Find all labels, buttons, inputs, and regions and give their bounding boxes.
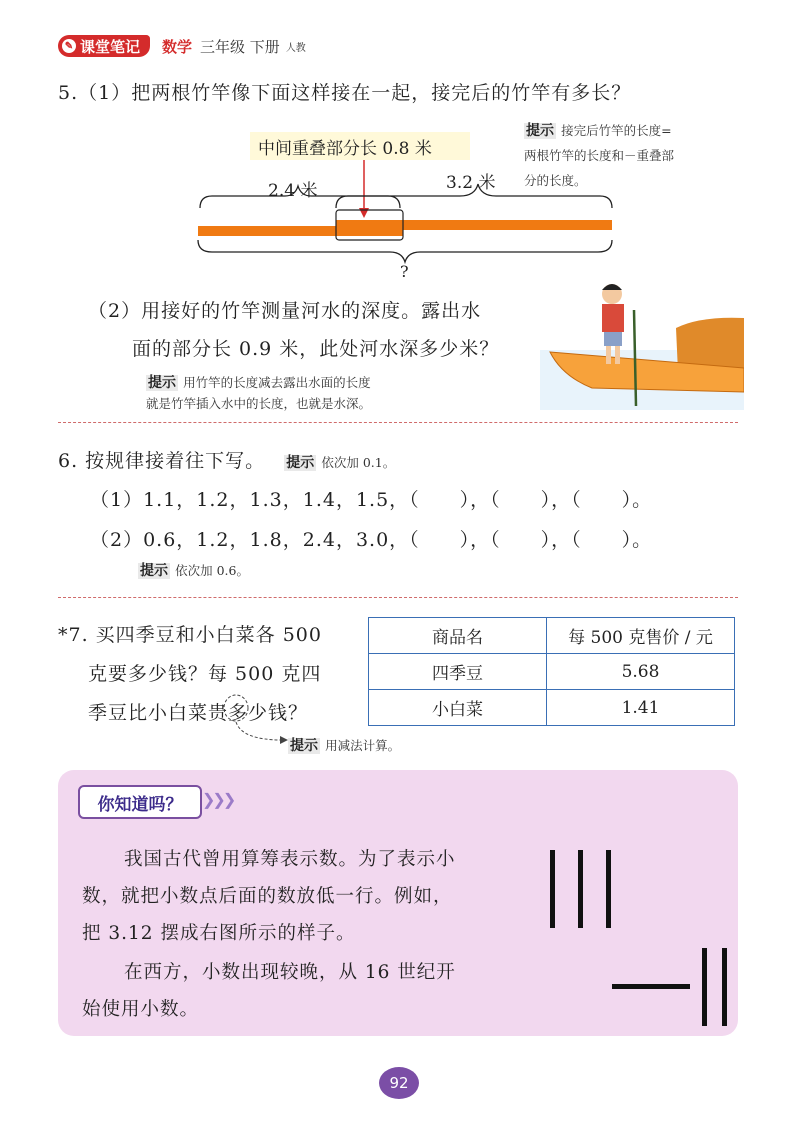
did-you-know-tag xyxy=(78,785,202,819)
boy-leg xyxy=(615,346,620,364)
q5-part2-tip xyxy=(146,372,371,392)
table-cell: 小白菜 xyxy=(369,690,547,726)
pen-icon: ✎ xyxy=(62,39,76,53)
highlight-ring xyxy=(224,695,248,721)
boy-shirt xyxy=(602,304,624,332)
table-row xyxy=(369,654,735,690)
table-cell: 四季豆 xyxy=(369,654,547,690)
boy-leg xyxy=(606,346,611,364)
know-p1-line1: 我国古代曾用算筹表示数。为了表示小 xyxy=(124,849,456,870)
table-header: 每 500 克售价 / 元 xyxy=(547,618,735,654)
q6-sequence-2: （2）0.6，1.2，1.8，2.4，3.0，（ ），（ ），（ ）。 xyxy=(90,529,653,551)
rod-vertical xyxy=(606,850,611,928)
tip-line: 分的长度。 xyxy=(524,173,587,188)
rod-vertical xyxy=(578,850,583,928)
subject-label: 数学 xyxy=(162,37,193,56)
tip-label: 提示 xyxy=(286,455,315,471)
rod-vertical xyxy=(550,850,555,928)
table-cell: 5.68 xyxy=(547,654,735,690)
tip-line: 用竹竿的长度减去露出水面的长度 xyxy=(183,375,371,390)
know-p1-line2: 数，就把小数点后面的数放低一行。例如， xyxy=(82,886,453,907)
hint-arrow-head xyxy=(280,736,288,744)
know-p1-line3: 把 3.12 摆成右图所示的样子。 xyxy=(82,923,356,944)
right-length-label: 3.2 米 xyxy=(446,173,496,193)
q7-line3: 季豆比小白菜贵多少钱？ xyxy=(88,702,309,724)
table-header-row xyxy=(369,618,735,654)
tip-label: 提示 xyxy=(140,563,168,579)
tip-line: 接完后竹竿的长度= xyxy=(561,123,672,138)
tip-line: 依次加 0.1。 xyxy=(321,455,396,470)
q7-line2: 克要多少钱？每 500 克四 xyxy=(88,663,322,685)
q5-part2-tip-line2: 就是竹竿插入水中的长度，也就是水深。 xyxy=(146,396,372,411)
left-length-label: 2.4 米 xyxy=(268,181,318,201)
price-table xyxy=(368,617,735,726)
rod-vertical xyxy=(722,948,727,1026)
q6-sequence-1: （1）1.1，1.2，1.3，1.4，1.5，（ ），（ ），（ ）。 xyxy=(90,489,653,511)
tip-label: 提示 xyxy=(148,375,176,391)
section-divider xyxy=(58,422,738,423)
tip-line: 用减法计算。 xyxy=(325,738,401,753)
overlap-label: 中间重叠部分长 0.8 米 xyxy=(258,139,432,159)
total-length-brace xyxy=(198,240,612,262)
notes-badge xyxy=(58,35,150,57)
boat-illustration xyxy=(540,280,744,410)
grade-label: 三年级 下册 xyxy=(200,37,280,56)
hint-arrow-line xyxy=(236,722,282,740)
q6-title-row xyxy=(58,446,395,473)
know-p2-line2: 始使用小数。 xyxy=(82,999,200,1020)
q7-tip xyxy=(288,735,400,755)
q6-tip2 xyxy=(138,560,249,580)
q5-part2-line1: （2）用接好的竹竿测量河水的深度。露出水 xyxy=(88,300,482,322)
did-you-know-label: 你知道吗？ xyxy=(97,794,183,815)
q6-title: 6. 按规律接着往下写。 xyxy=(58,450,266,472)
rod-horizontal xyxy=(612,984,690,989)
tip-line: 两根竹竿的长度和－重叠部 xyxy=(524,148,675,163)
chevrons-icon: ❯❯❯ xyxy=(202,790,234,809)
q5-tip xyxy=(524,118,748,193)
table-cell: 1.41 xyxy=(547,690,735,726)
table-header: 商品名 xyxy=(369,618,547,654)
tip-line: 依次加 0.6。 xyxy=(175,563,249,578)
total-length-question: ? xyxy=(400,262,409,281)
section-divider xyxy=(58,597,738,598)
edition-label: 人教 xyxy=(285,42,306,54)
know-p2-line1: 在西方，小数出现较晚，从 16 世纪开 xyxy=(124,962,456,983)
rod-vertical xyxy=(702,948,707,1026)
q7-line1: *7. 买四季豆和小白菜各 500 xyxy=(58,624,322,646)
q5-part1-text: 5.（1）把两根竹竿像下面这样接在一起，接完后的竹竿有多长？ xyxy=(58,82,632,104)
page-number-label: 92 xyxy=(389,1074,409,1092)
boy-shorts xyxy=(604,332,622,346)
page-header xyxy=(58,34,306,58)
tip-label: 提示 xyxy=(290,738,318,754)
table-row xyxy=(369,690,735,726)
notes-badge-label: 课堂笔记 xyxy=(80,37,141,56)
right-pole xyxy=(336,220,612,230)
page-number xyxy=(379,1067,419,1099)
tip-label: 提示 xyxy=(526,123,554,139)
boy-hair xyxy=(602,284,622,290)
q5-part2-line2: 面的部分长 0.9 米，此处河水深多少米？ xyxy=(132,338,500,360)
counting-rods xyxy=(540,840,730,1030)
